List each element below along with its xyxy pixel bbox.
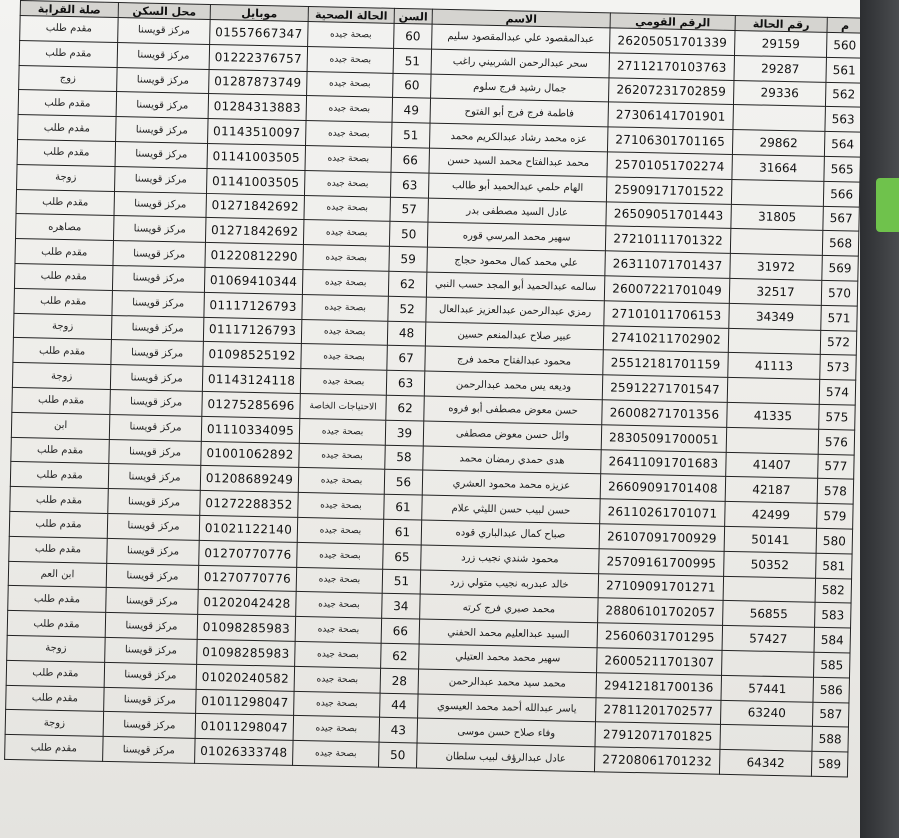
cell-serial: 564 bbox=[824, 132, 861, 158]
cell-age: 44 bbox=[380, 693, 419, 719]
cell-national-id: 26609091701408 bbox=[600, 474, 725, 501]
cell-mobile: 01098285983 bbox=[197, 639, 295, 666]
cell-mobile: 01143510097 bbox=[208, 119, 306, 146]
cell-name: صباح كمال عبدالباري قوده bbox=[421, 520, 599, 549]
cell-mobile: 01271842692 bbox=[206, 193, 304, 220]
cell-serial: 571 bbox=[821, 305, 858, 331]
cell-relation: مصاهره bbox=[16, 214, 114, 241]
cell-name: فاطمة فرج فرج أبو الفتوح bbox=[430, 99, 608, 128]
cell-serial: 579 bbox=[817, 503, 854, 529]
cell-age: 62 bbox=[381, 643, 420, 669]
cell-residence: مركز قويسنا bbox=[105, 637, 197, 664]
cell-residence: مركز قويسنا bbox=[115, 142, 207, 169]
cell-name: عزه محمد رشاد عبدالكريم محمد bbox=[429, 123, 607, 152]
cell-serial: 563 bbox=[825, 107, 862, 133]
cell-name: سهير محمد المرسي قوره bbox=[427, 222, 605, 251]
cell-national-id: 27208061701232 bbox=[594, 747, 719, 774]
cell-serial: 566 bbox=[823, 181, 860, 207]
cell-age: 62 bbox=[386, 395, 425, 421]
cell-mobile: 01220812290 bbox=[205, 243, 303, 270]
cell-national-id: 29412181700136 bbox=[596, 672, 721, 699]
cell-case-number: 29287 bbox=[734, 55, 826, 82]
cell-health: بصحة جيده bbox=[307, 46, 394, 73]
cell-national-id: 27112170103763 bbox=[609, 53, 734, 80]
cell-case-number: 50141 bbox=[724, 526, 816, 553]
cell-relation: مقدم طلب bbox=[5, 734, 103, 761]
cell-serial: 572 bbox=[820, 330, 857, 356]
cell-serial: 578 bbox=[817, 479, 854, 505]
cell-mobile: 01021122140 bbox=[199, 515, 297, 542]
cell-relation: مقدم طلب bbox=[12, 387, 110, 414]
cell-relation: مقدم طلب bbox=[11, 437, 109, 464]
cell-health: بصحة جيده bbox=[304, 170, 391, 197]
cell-name: سالمه عبدالحميد أبو المجد حسب النبي bbox=[426, 272, 604, 301]
cell-age: 66 bbox=[391, 147, 430, 173]
cell-serial: 580 bbox=[816, 528, 853, 554]
cell-name: عادل السيد مصطفى بدر bbox=[428, 198, 606, 227]
cell-age: 39 bbox=[385, 420, 424, 446]
cell-mobile: 01026333748 bbox=[195, 738, 293, 765]
header-age: السن bbox=[394, 8, 432, 24]
cell-national-id: 27410211702902 bbox=[603, 325, 728, 352]
cell-residence: مركز قويسنا bbox=[111, 340, 203, 367]
cell-residence: مركز قويسنا bbox=[110, 389, 202, 416]
cell-age: 58 bbox=[385, 445, 424, 471]
cell-residence: مركز قويسنا bbox=[115, 166, 207, 193]
cell-name: جمال رشيد فرج سلوم bbox=[431, 74, 609, 103]
cell-national-id: 28305091700051 bbox=[601, 425, 726, 452]
cell-health: بصحة جيده bbox=[306, 96, 393, 123]
cell-national-id: 26007221701049 bbox=[604, 276, 729, 303]
green-sticky-tab bbox=[876, 178, 899, 232]
cell-case-number: 29336 bbox=[733, 80, 825, 107]
cell-mobile: 01001062892 bbox=[201, 441, 299, 468]
cell-relation: زوجة bbox=[12, 363, 110, 390]
cell-name: ياسر عبدالله أحمد محمد العيسوي bbox=[418, 694, 596, 723]
cell-case-number: 42499 bbox=[725, 502, 817, 529]
cell-serial: 562 bbox=[825, 82, 862, 108]
cell-age: 50 bbox=[389, 222, 428, 248]
cell-relation: مقدم طلب bbox=[6, 685, 104, 712]
cell-residence: مركز قويسنا bbox=[109, 439, 201, 466]
cell-relation: مقدم طلب bbox=[13, 338, 111, 365]
cell-relation: مقدم طلب bbox=[20, 16, 118, 43]
cell-serial: 575 bbox=[819, 404, 856, 430]
cell-name: الهام حلمي عبدالحميد أبو طالب bbox=[428, 173, 606, 202]
cell-health: بصحة جيده bbox=[298, 468, 385, 495]
cell-residence: مركز قويسنا bbox=[110, 365, 202, 392]
cell-residence: مركز قويسنا bbox=[117, 42, 209, 69]
cell-relation: مقدم طلب bbox=[19, 40, 117, 67]
cell-residence: مركز قويسنا bbox=[105, 613, 197, 640]
cell-mobile: 01275285696 bbox=[202, 391, 300, 418]
cell-residence: مركز قويسنا bbox=[107, 538, 199, 565]
cell-health: بصحة جيده bbox=[307, 71, 394, 98]
cell-national-id: 27101011706153 bbox=[604, 301, 729, 328]
cell-mobile: 01110334095 bbox=[201, 416, 299, 443]
cell-serial: 586 bbox=[813, 677, 850, 703]
cell-mobile: 01284313883 bbox=[208, 94, 306, 121]
cell-case-number bbox=[733, 105, 825, 132]
cell-national-id: 25912271701547 bbox=[602, 375, 727, 402]
cell-health: بصحة جيده bbox=[294, 691, 381, 718]
cell-serial: 589 bbox=[811, 751, 848, 777]
cell-health: بصحة جيده bbox=[299, 418, 386, 445]
cell-health: بصحة جيده bbox=[303, 245, 390, 272]
cell-national-id: 28806101702057 bbox=[598, 598, 723, 625]
cell-case-number: 63240 bbox=[720, 700, 812, 727]
table-body bbox=[5, 16, 863, 777]
cell-age: 60 bbox=[394, 23, 433, 49]
cell-health: بصحة جيده bbox=[300, 369, 387, 396]
cell-case-number: 29159 bbox=[734, 30, 826, 57]
cell-mobile: 01272288352 bbox=[200, 491, 298, 518]
cell-name: السيد عبدالعليم محمد الحفني bbox=[419, 619, 597, 648]
cell-age: 65 bbox=[383, 544, 422, 570]
cell-mobile: 01202042428 bbox=[198, 590, 296, 617]
cell-health: بصحة جيده bbox=[308, 22, 395, 49]
cell-mobile: 01098525192 bbox=[203, 342, 301, 369]
header-case-number: رقم الحالة bbox=[735, 15, 827, 32]
document-sheet bbox=[4, 0, 864, 777]
cell-national-id: 26207231702859 bbox=[608, 77, 733, 104]
cell-serial: 560 bbox=[826, 32, 863, 58]
cell-national-id: 27306141701901 bbox=[608, 102, 733, 129]
cell-mobile: 01270770776 bbox=[199, 540, 297, 567]
cell-serial: 584 bbox=[814, 627, 851, 653]
cell-case-number: 41335 bbox=[727, 402, 819, 429]
cell-name: عادل عبدالرؤف لبيب سلطان bbox=[417, 743, 595, 772]
cell-health: بصحة جيده bbox=[293, 740, 380, 767]
cell-health: بصحة جيده bbox=[305, 145, 392, 172]
cell-age: 63 bbox=[390, 172, 429, 198]
background-edge bbox=[860, 0, 899, 838]
cell-health: بصحة جيده bbox=[295, 617, 382, 644]
cell-mobile: 01011298047 bbox=[196, 689, 294, 716]
cell-case-number: 31972 bbox=[730, 254, 822, 281]
cell-case-number: 64342 bbox=[719, 749, 811, 776]
cell-residence: مركز قويسنا bbox=[109, 414, 201, 441]
cell-health: بصحة جيده bbox=[295, 641, 382, 668]
cell-mobile: 01117126793 bbox=[204, 292, 302, 319]
cell-national-id: 26509051701443 bbox=[606, 201, 731, 228]
cell-relation: مقدم طلب bbox=[6, 660, 104, 687]
cell-residence: مركز قويسنا bbox=[112, 265, 204, 292]
cell-residence: مركز قويسنا bbox=[116, 92, 208, 119]
cell-name: وائل حسن معوض مصطفى bbox=[423, 421, 601, 450]
cell-name: هدى حمدي رمضان محمد bbox=[423, 446, 601, 475]
cell-age: 67 bbox=[387, 346, 426, 372]
cell-case-number: 50352 bbox=[724, 551, 816, 578]
cell-mobile: 01069410344 bbox=[204, 267, 302, 294]
cell-name: عبدالمقصود علي عبدالمقصود سليم bbox=[432, 24, 610, 53]
header-health: الحالة الصحية bbox=[308, 7, 394, 24]
cell-residence: مركز قويسنا bbox=[103, 737, 195, 764]
cell-residence: مركز قويسنا bbox=[106, 588, 198, 615]
cell-residence: مركز قويسنا bbox=[117, 67, 209, 94]
cell-relation: زوج bbox=[19, 65, 117, 92]
cell-health: بصحة جيده bbox=[302, 294, 389, 321]
cell-mobile: 01011298047 bbox=[195, 714, 293, 741]
cell-relation: زوجة bbox=[17, 164, 115, 191]
cell-health: بصحة جيده bbox=[298, 493, 385, 520]
cell-serial: 582 bbox=[815, 578, 852, 604]
cell-case-number: 57441 bbox=[721, 675, 813, 702]
cell-mobile: 01117126793 bbox=[203, 317, 301, 344]
cell-name: محمد عبدالفتاح محمد السيد حسن bbox=[429, 148, 607, 177]
cell-case-number: 41407 bbox=[726, 452, 818, 479]
cell-case-number bbox=[731, 179, 823, 206]
cell-age: 52 bbox=[388, 296, 427, 322]
cell-name: محمد سيد محمد عبدالرحمن bbox=[418, 669, 596, 698]
cell-residence: مركز قويسنا bbox=[107, 513, 199, 540]
cell-relation: ابن bbox=[11, 412, 109, 439]
cell-name: عبير صلاح عبدالمنعم حسين bbox=[425, 322, 603, 351]
cell-age: 49 bbox=[392, 98, 431, 124]
cell-age: 62 bbox=[388, 271, 427, 297]
cell-age: 57 bbox=[390, 197, 429, 223]
cell-health: بصحة جيده bbox=[303, 220, 390, 247]
header-mobile: موبايل bbox=[210, 4, 308, 21]
cell-health: الاحتياجات الخاصة bbox=[300, 393, 387, 420]
cell-health: بصحة جيده bbox=[306, 121, 393, 148]
cell-name: علي محمد كمال محمود حجاج bbox=[427, 247, 605, 276]
cell-relation: مقدم طلب bbox=[14, 263, 112, 290]
cell-national-id: 26107091700929 bbox=[599, 524, 724, 551]
cell-mobile: 01098285983 bbox=[197, 614, 295, 641]
cell-national-id: 27109091701271 bbox=[598, 573, 723, 600]
cell-name: محمود شندي نجيب زرد bbox=[421, 545, 599, 574]
cell-mobile: 01141003505 bbox=[206, 168, 304, 195]
cell-national-id: 25909171701522 bbox=[606, 177, 731, 204]
cell-relation: زوجة bbox=[7, 635, 105, 662]
cell-case-number: 31805 bbox=[731, 204, 823, 231]
cell-case-number bbox=[730, 229, 822, 256]
cell-case-number: 31664 bbox=[732, 154, 824, 181]
cell-relation: زوجة bbox=[5, 710, 103, 737]
cell-national-id: 26005211701307 bbox=[597, 648, 722, 675]
cell-case-number: 29862 bbox=[732, 130, 824, 157]
cell-serial: 577 bbox=[818, 454, 855, 480]
cell-residence: مركز قويسنا bbox=[111, 315, 203, 342]
cell-residence: مركز قويسنا bbox=[104, 662, 196, 689]
cell-serial: 570 bbox=[821, 280, 858, 306]
cell-case-number: 41113 bbox=[728, 353, 820, 380]
cell-age: 56 bbox=[384, 470, 423, 496]
cell-residence: مركز قويسنا bbox=[104, 687, 196, 714]
cell-residence: مركز قويسنا bbox=[113, 216, 205, 243]
cell-mobile: 01270770776 bbox=[198, 565, 296, 592]
cell-name: رمزي عبدالرحمن عبدالعزيز عبدالعال bbox=[426, 297, 604, 326]
cell-case-number bbox=[722, 650, 814, 677]
cell-mobile: 01208689249 bbox=[200, 466, 298, 493]
cell-case-number bbox=[728, 328, 820, 355]
cell-health: بصحة جيده bbox=[299, 443, 386, 470]
cell-case-number: 32517 bbox=[729, 278, 821, 305]
cell-relation: مقدم طلب bbox=[15, 239, 113, 266]
cell-serial: 574 bbox=[819, 379, 856, 405]
cell-residence: مركز قويسنا bbox=[103, 712, 195, 739]
cell-age: 59 bbox=[389, 246, 428, 272]
cell-residence: مركز قويسنا bbox=[108, 464, 200, 491]
cell-national-id: 27210111701322 bbox=[605, 226, 730, 253]
cell-case-number: 42187 bbox=[725, 477, 817, 504]
cell-age: 51 bbox=[382, 569, 421, 595]
cell-residence: مركز قويسنا bbox=[116, 117, 208, 144]
cell-name: محمود عبدالفتاح محمد فرج bbox=[425, 346, 603, 375]
cell-name: خالد عبدربه نجيب متولي زرد bbox=[420, 570, 598, 599]
cell-mobile: 01557667347 bbox=[210, 19, 308, 46]
cell-national-id: 26008271701356 bbox=[602, 400, 727, 427]
cell-national-id: 26411091701683 bbox=[601, 449, 726, 476]
cell-mobile: 01287873749 bbox=[209, 69, 307, 96]
cell-mobile: 01020240582 bbox=[196, 664, 294, 691]
cell-national-id: 27811201702577 bbox=[596, 697, 721, 724]
cell-age: 60 bbox=[393, 73, 432, 99]
cell-relation: مقدم طلب bbox=[9, 536, 107, 563]
cell-national-id: 25606031701295 bbox=[597, 623, 722, 650]
cell-age: 28 bbox=[380, 668, 419, 694]
cell-health: بصحة جيده bbox=[293, 716, 380, 743]
cell-age: 48 bbox=[387, 321, 426, 347]
cell-relation: مقدم طلب bbox=[9, 511, 107, 538]
cell-mobile: 01141003505 bbox=[207, 143, 305, 170]
cell-serial: 583 bbox=[815, 603, 852, 629]
cell-relation: مقدم طلب bbox=[17, 139, 115, 166]
cell-serial: 569 bbox=[822, 256, 859, 282]
header-residence: محل السكن bbox=[118, 3, 210, 20]
cell-age: 43 bbox=[379, 717, 418, 743]
cell-national-id: 26311071701437 bbox=[605, 251, 730, 278]
cell-residence: مركز قويسنا bbox=[112, 290, 204, 317]
cell-case-number bbox=[720, 725, 812, 752]
cell-name: سحر عبدالرحمن الشربيني راغب bbox=[431, 49, 609, 78]
header-serial: م bbox=[827, 17, 863, 33]
cell-health: بصحة جيده bbox=[297, 542, 384, 569]
cell-age: 34 bbox=[382, 594, 421, 620]
cell-name: عزيزه محمد محمود العشري bbox=[422, 470, 600, 499]
records-table bbox=[4, 0, 864, 777]
cell-serial: 565 bbox=[824, 156, 861, 182]
cell-age: 61 bbox=[384, 494, 423, 520]
cell-age: 51 bbox=[393, 48, 432, 74]
cell-name: وفاء صلاح حسن موسى bbox=[417, 718, 595, 747]
cell-national-id: 25709161700995 bbox=[599, 548, 724, 575]
cell-health: بصحة جيده bbox=[304, 195, 391, 222]
header-name: الاسم bbox=[432, 9, 610, 28]
cell-relation: مقدم طلب bbox=[14, 288, 112, 315]
header-national-id: الرقم القومي bbox=[610, 13, 735, 31]
cell-relation: مقدم طلب bbox=[18, 90, 116, 117]
cell-case-number bbox=[726, 427, 818, 454]
cell-residence: مركز قويسنا bbox=[106, 563, 198, 590]
cell-health: بصحة جيده bbox=[294, 666, 381, 693]
cell-national-id: 26205051701339 bbox=[610, 28, 735, 55]
cell-name: حسن لبيب حسن الليثي علام bbox=[422, 495, 600, 524]
cell-health: بصحة جيده bbox=[297, 517, 384, 544]
cell-relation: مقدم طلب bbox=[7, 611, 105, 638]
cell-serial: 573 bbox=[820, 355, 857, 381]
cell-age: 50 bbox=[379, 742, 418, 768]
cell-mobile: 01222376757 bbox=[209, 44, 307, 71]
cell-residence: مركز قويسنا bbox=[118, 18, 210, 45]
cell-serial: 568 bbox=[822, 231, 859, 257]
cell-case-number: 56855 bbox=[723, 601, 815, 628]
cell-relation: مقدم طلب bbox=[8, 586, 106, 613]
cell-relation: زوجة bbox=[13, 313, 111, 340]
cell-serial: 567 bbox=[823, 206, 860, 232]
cell-national-id: 26110261701071 bbox=[600, 499, 725, 526]
cell-name: وديعه يس محمد عبدالرحمن bbox=[424, 371, 602, 400]
cell-national-id: 25701051702274 bbox=[607, 152, 732, 179]
cell-age: 51 bbox=[391, 123, 430, 149]
cell-residence: مركز قويسنا bbox=[108, 489, 200, 516]
cell-case-number: 34349 bbox=[729, 303, 821, 330]
cell-national-id: 25512181701159 bbox=[603, 350, 728, 377]
cell-serial: 561 bbox=[826, 57, 863, 83]
cell-relation: مقدم طلب bbox=[18, 115, 116, 142]
cell-age: 63 bbox=[386, 370, 425, 396]
cell-serial: 576 bbox=[818, 429, 855, 455]
cell-serial: 585 bbox=[813, 652, 850, 678]
cell-mobile: 01271842692 bbox=[205, 218, 303, 245]
cell-case-number: 57427 bbox=[722, 625, 814, 652]
cell-residence: مركز قويسنا bbox=[114, 191, 206, 218]
header-relation: صلة القرابة bbox=[20, 1, 118, 18]
cell-serial: 588 bbox=[812, 727, 849, 753]
cell-case-number bbox=[727, 378, 819, 405]
cell-national-id: 27106301701165 bbox=[607, 127, 732, 154]
cell-relation: مقدم طلب bbox=[10, 462, 108, 489]
cell-serial: 587 bbox=[812, 702, 849, 728]
cell-name: حسن معوض مصطفى أبو فروه bbox=[424, 396, 602, 425]
cell-residence: مركز قويسنا bbox=[113, 241, 205, 268]
cell-relation: مقدم طلب bbox=[10, 487, 108, 514]
cell-health: بصحة جيده bbox=[301, 344, 388, 371]
cell-health: بصحة جيده bbox=[296, 592, 383, 619]
cell-case-number bbox=[723, 576, 815, 603]
cell-serial: 581 bbox=[816, 553, 853, 579]
cell-national-id: 27912071701825 bbox=[595, 722, 720, 749]
cell-name: محمد صبري فرج كرته bbox=[420, 594, 598, 623]
cell-health: بصحة جيده bbox=[301, 319, 388, 346]
cell-health: بصحة جيده bbox=[302, 269, 389, 296]
cell-relation: مقدم طلب bbox=[16, 189, 114, 216]
cell-name: سهير محمد محمد العتيلي bbox=[419, 644, 597, 673]
cell-relation: ابن العم bbox=[8, 561, 106, 588]
cell-age: 66 bbox=[381, 618, 420, 644]
cell-age: 61 bbox=[383, 519, 422, 545]
cell-mobile: 01143124118 bbox=[202, 367, 300, 394]
cell-health: بصحة جيده bbox=[296, 567, 383, 594]
